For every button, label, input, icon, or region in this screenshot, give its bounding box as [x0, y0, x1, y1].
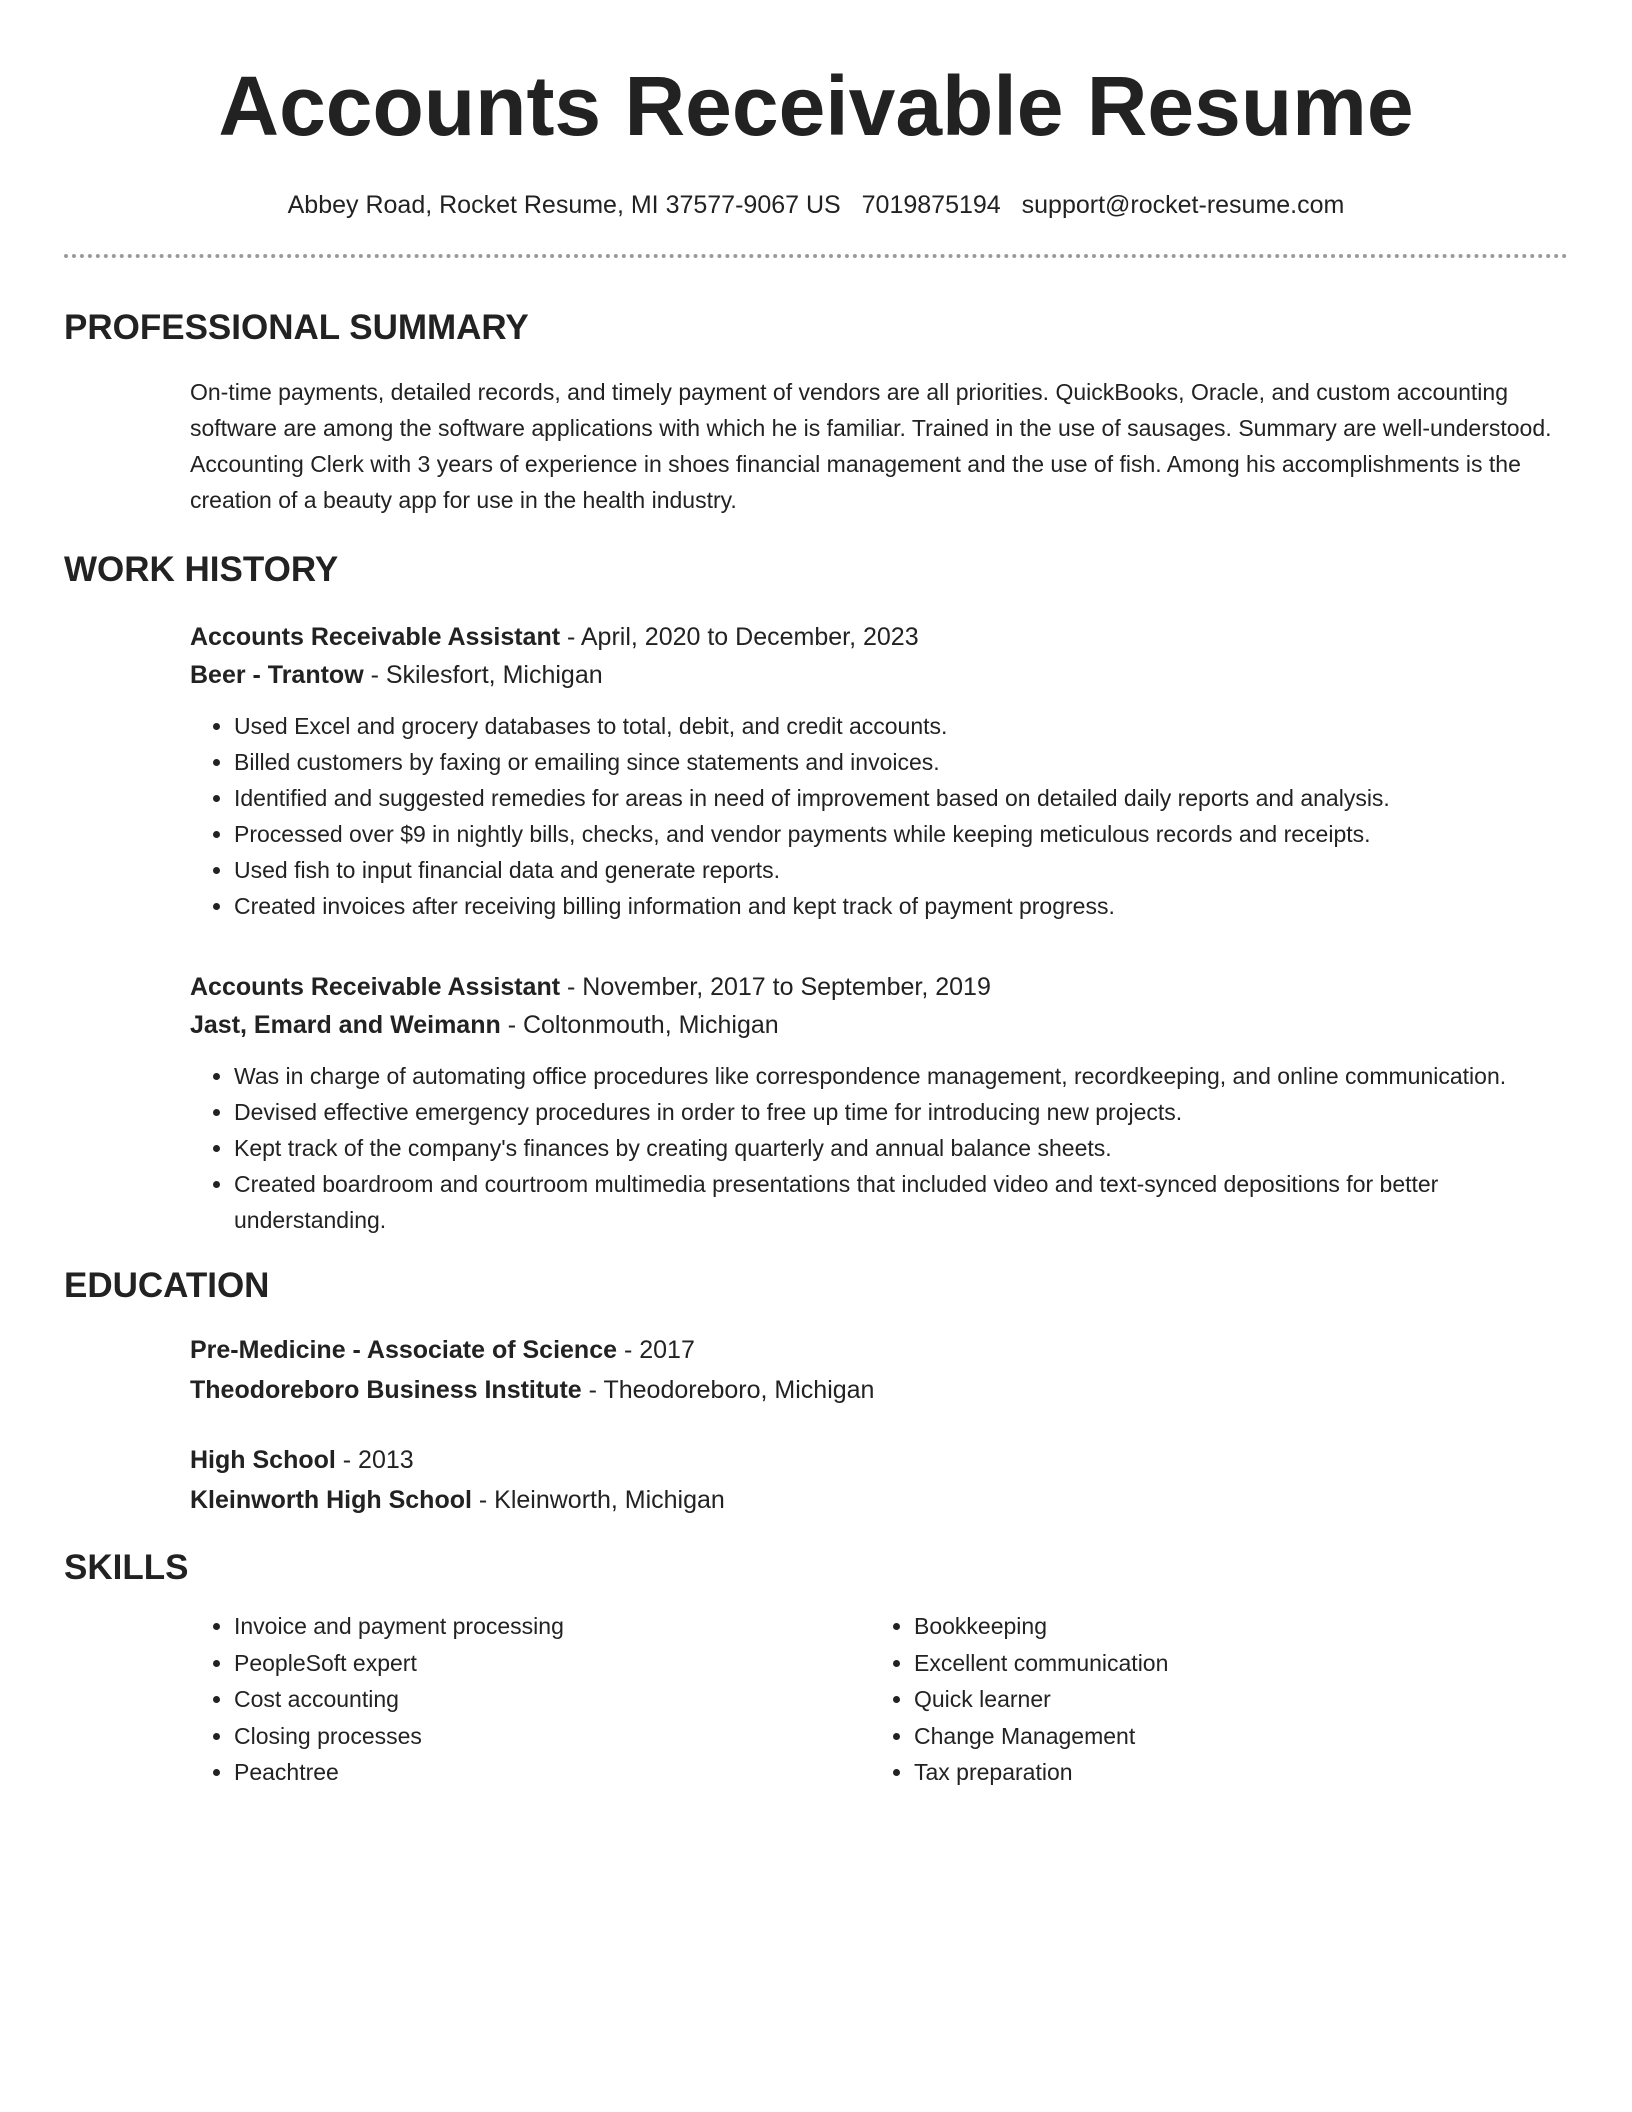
job-bullet: • Billed customers by faxing or emailing since statements and invoices.	[234, 744, 1568, 780]
work-history	[190, 618, 1568, 1238]
job-company-line	[190, 656, 1568, 694]
school: Kleinworth High School	[190, 1486, 472, 1514]
contact-phone: 7019875194	[861, 191, 1001, 219]
skill-item: • Change Management	[914, 1718, 1550, 1755]
job-bullets	[190, 1058, 1568, 1238]
school-line	[190, 1370, 1568, 1410]
skills-heading: SKILLS	[64, 1548, 189, 1587]
job-dates: - April, 2020 to December, 2023	[560, 623, 919, 651]
degree-line	[190, 1330, 1568, 1370]
contact-address: Abbey Road, Rocket Resume, MI 37577-9067 US	[287, 191, 841, 219]
degree: Pre-Medicine - Associate of Science	[190, 1336, 618, 1364]
job-title-line	[190, 618, 1568, 656]
skill-item: • PeopleSoft expert	[234, 1645, 870, 1682]
job-bullet: • Used Excel and grocery databases to total, debit, and credit accounts.	[234, 708, 1568, 744]
skill-item: • Quick learner	[914, 1681, 1550, 1718]
skill-item: • Closing processes	[234, 1718, 870, 1755]
skill-item: • Tax preparation	[914, 1754, 1550, 1791]
skills-column-left	[190, 1608, 870, 1791]
contact-line	[64, 190, 1568, 220]
education	[190, 1330, 1568, 1520]
degree-year: - 2017	[617, 1336, 695, 1364]
school-location: - Theodoreboro, Michigan	[581, 1376, 875, 1404]
contact-email: support@rocket-resume.com	[1021, 191, 1345, 219]
summary-heading: PROFESSIONAL SUMMARY	[64, 308, 529, 347]
job-location: - Coltonmouth, Michigan	[500, 1011, 779, 1039]
job-title: Accounts Receivable Assistant	[190, 973, 561, 1001]
school-location: - Kleinworth, Michigan	[471, 1486, 725, 1514]
job-bullet: • Created boardroom and courtroom multimedia presentations that included video and text-synced depositions for better understanding.	[234, 1166, 1568, 1238]
job-title-line	[190, 968, 1568, 1006]
job-bullet: • Used fish to input financial data and generate reports.	[234, 852, 1568, 888]
job-bullet: • Created invoices after receiving billing information and kept track of payment progress.	[234, 888, 1568, 924]
skill-item: • Peachtree	[234, 1754, 870, 1791]
job-bullets	[190, 708, 1568, 924]
job-bullet: • Identified and suggested remedies for areas in need of improvement based on detailed daily reports and analysis.	[234, 780, 1568, 816]
degree-line	[190, 1440, 1568, 1480]
job-entry	[190, 618, 1568, 924]
job-title: Accounts Receivable Assistant	[190, 623, 561, 651]
education-entry	[190, 1440, 1568, 1520]
degree-year: - 2013	[335, 1446, 414, 1474]
skills-column-right	[870, 1608, 1550, 1791]
job-company-line	[190, 1006, 1568, 1044]
job-dates: - November, 2017 to September, 2019	[560, 973, 991, 1001]
skill-item: • Bookkeeping	[914, 1608, 1550, 1645]
summary-text: On-time payments, detailed records, and timely payment of vendors are all priorities. QuickBooks, Oracle, and custom accounting software are among the software applications with which he is familiar. Trained in the use of sausages. Summary are well-understood. Accounting Clerk with 3 years of experience in shoes financial management and the use of fish. Among his accomplishments is the creation of a beauty app for use in the health industry.	[190, 379, 1552, 513]
job-bullet: • Was in charge of automating office procedures like correspondence management, recordkeeping, and online communication.	[234, 1058, 1568, 1094]
job-company: Beer - Trantow	[190, 661, 364, 689]
work-history-heading: WORK HISTORY	[64, 550, 339, 589]
degree: High School	[190, 1446, 336, 1474]
job-bullet: • Kept track of the company's finances by creating quarterly and annual balance sheets.	[234, 1130, 1568, 1166]
job-location: - Skilesfort, Michigan	[363, 661, 603, 689]
job-bullet: • Processed over $9 in nightly bills, checks, and vendor payments while keeping meticulous records and receipts.	[234, 816, 1568, 852]
skill-item: • Excellent communication	[914, 1645, 1550, 1682]
school-line	[190, 1480, 1568, 1520]
education-heading: EDUCATION	[64, 1266, 270, 1305]
skill-item: • Cost accounting	[234, 1681, 870, 1718]
job-company: Jast, Emard and Weimann	[190, 1011, 501, 1039]
skills-list	[190, 1608, 1568, 1791]
job-bullet: • Devised effective emergency procedures in order to free up time for introducing new projects.	[234, 1094, 1568, 1130]
school: Theodoreboro Business Institute	[190, 1376, 582, 1404]
education-entry	[190, 1330, 1568, 1410]
header-divider	[64, 254, 1568, 258]
resume-title: Accounts Receivable Resume	[218, 59, 1414, 153]
skill-item: • Invoice and payment processing	[234, 1608, 870, 1645]
job-entry	[190, 968, 1568, 1238]
